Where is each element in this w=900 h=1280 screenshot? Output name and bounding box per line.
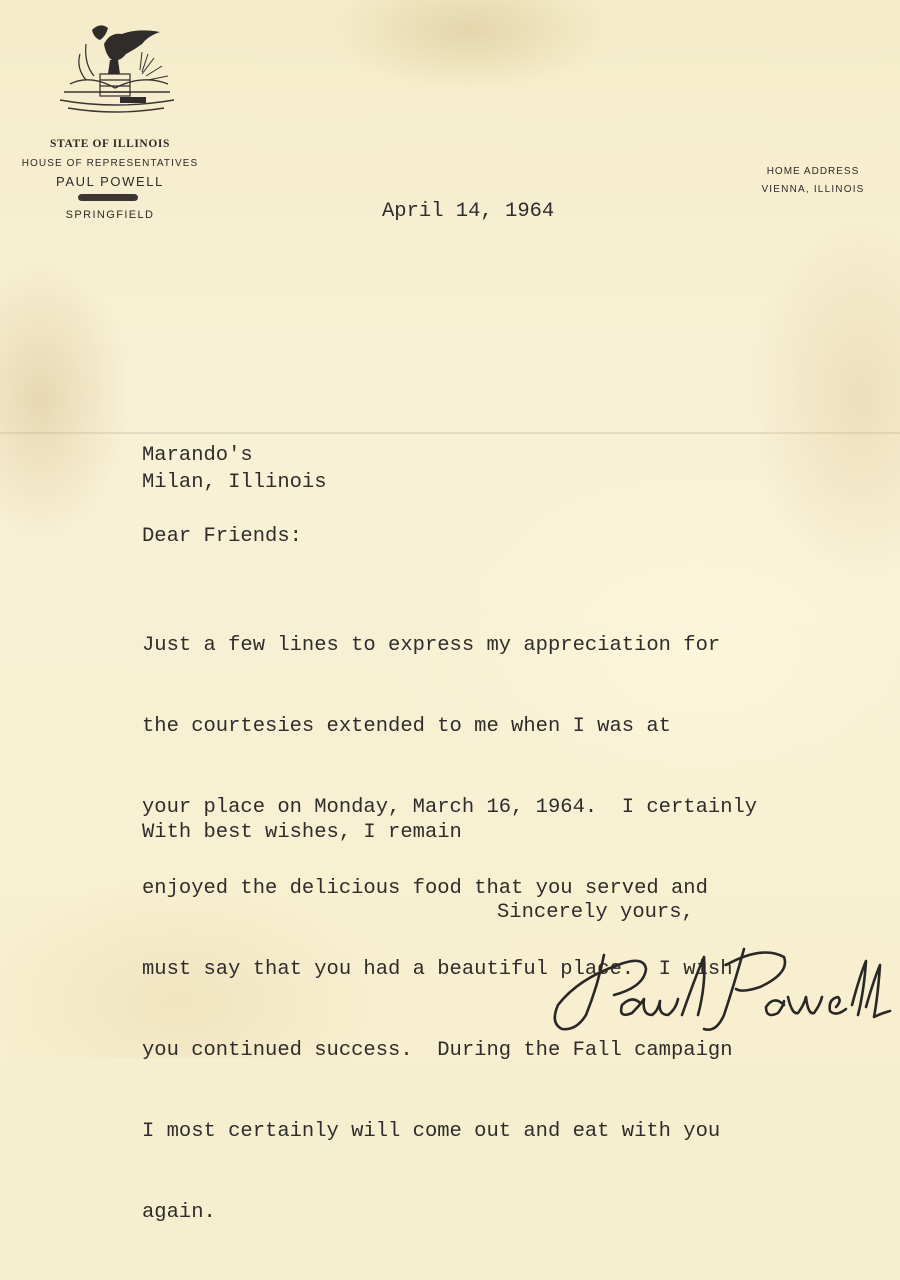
fold-crease [0,432,900,434]
recipient-name: Marando's [142,444,253,467]
body-line: must say that you had a beautiful place. I wish [142,958,733,981]
letterhead-state: STATE OF ILLINOIS [50,138,170,150]
handwritten-signature [548,935,893,1040]
valediction: Sincerely yours, [497,901,694,924]
letter-body [142,578,757,1280]
letterhead-name: PAUL POWELL [56,174,164,189]
body-line: enjoyed the delicious food that you served and [142,877,708,900]
closing: With best wishes, I remain [142,821,462,844]
letter-date: April 14, 1964 [382,200,555,223]
recipient-city: Milan, Illinois [142,471,327,494]
illinois-state-seal-icon [50,14,180,126]
body-line: you continued success. During the Fall campaign [142,1039,733,1062]
home-address-city: VIENNA, ILLINOIS [761,184,865,195]
struck-out-line [78,194,138,201]
home-address-label: HOME ADDRESS [766,166,860,177]
letterhead-house: HOUSE OF REPRESENTATIVES [21,158,199,169]
body-line: I most certainly will come out and eat with you [142,1120,721,1143]
body-line: the courtesies extended to me when I was at [142,715,671,738]
salutation: Dear Friends: [142,525,302,548]
body-line: Just a few lines to express my appreciation for [142,634,721,657]
body-line: your place on Monday, March 16, 1964. I certainly [142,796,758,819]
body-line: again. [142,1201,216,1224]
letterhead-city: SPRINGFIELD [65,209,155,221]
